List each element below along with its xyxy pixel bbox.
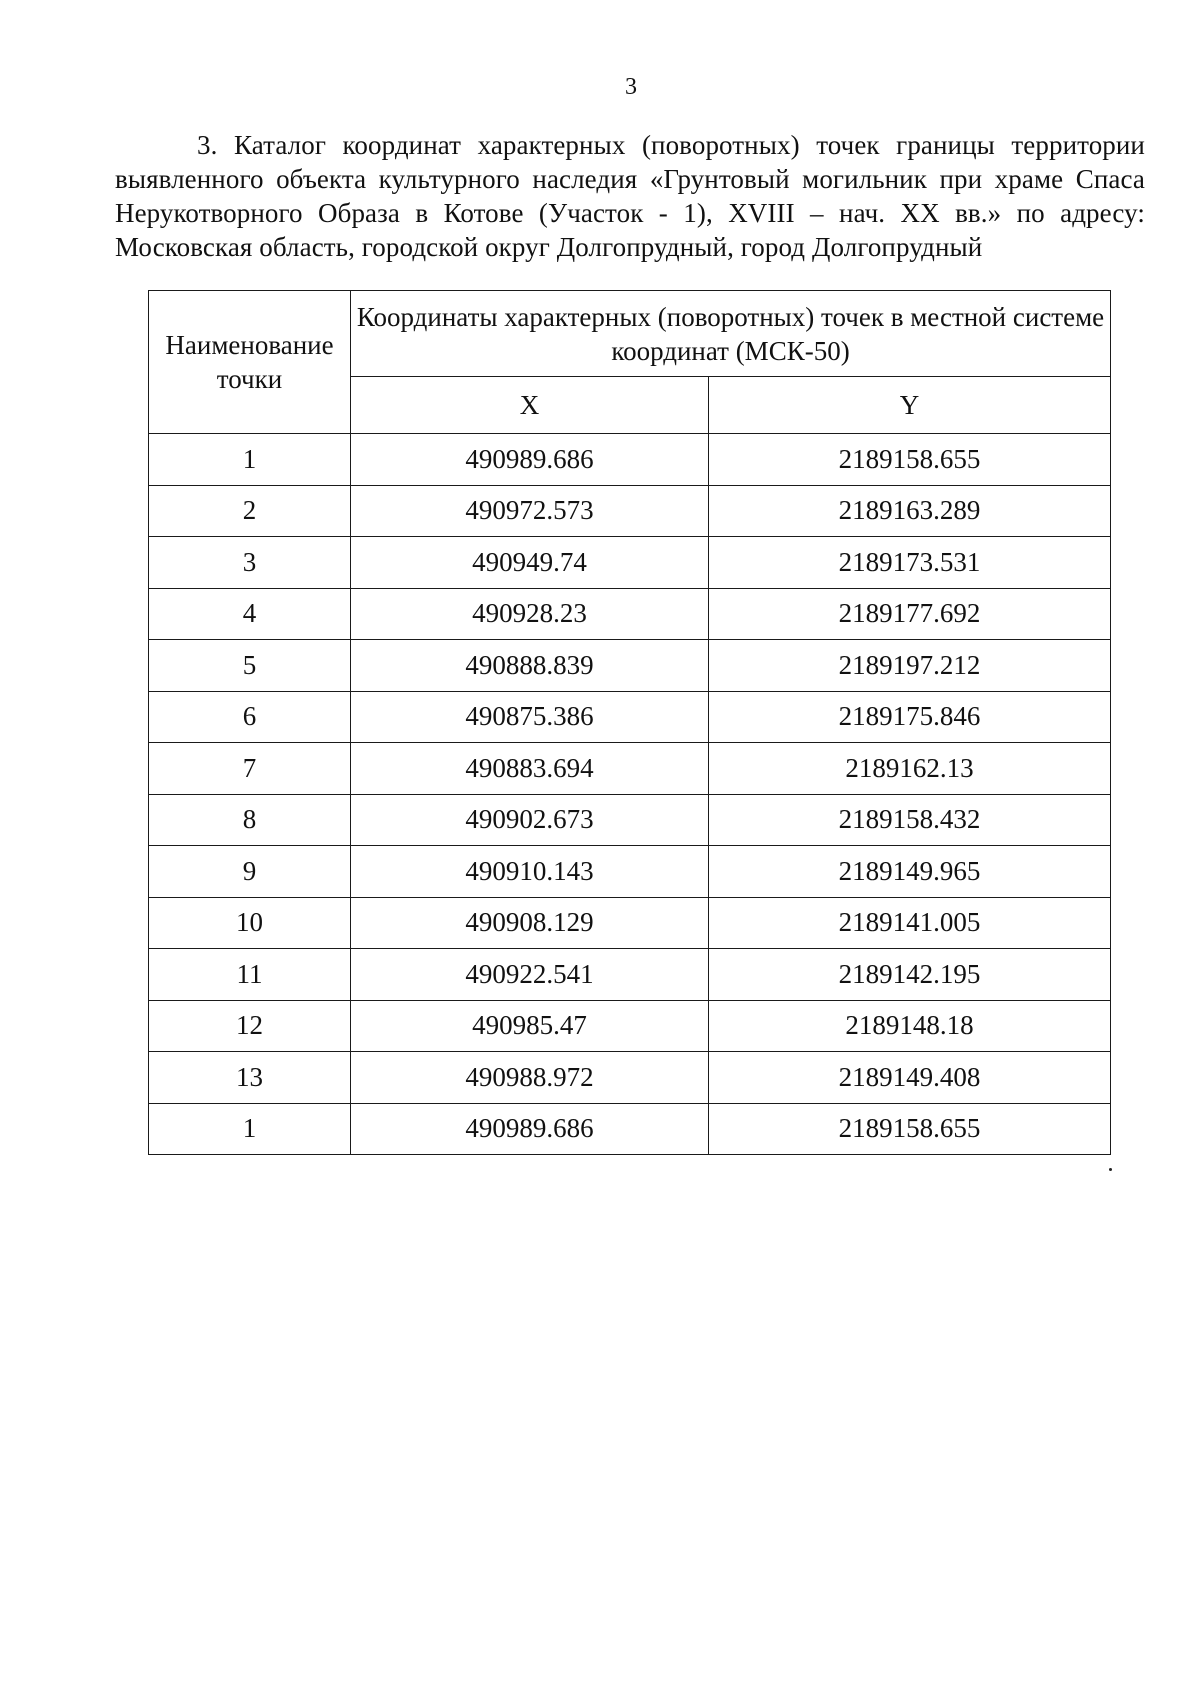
point-name-cell: 13 — [149, 1052, 351, 1104]
y-coordinate-cell: 2189149.965 — [709, 846, 1111, 898]
point-name-cell: 1 — [149, 1103, 351, 1155]
y-coordinate-cell: 2189158.655 — [709, 1103, 1111, 1155]
table-row — [149, 1000, 1111, 1052]
x-coordinate-cell: 490875.386 — [351, 691, 709, 743]
y-coordinate-cell: 2189148.18 — [709, 1000, 1111, 1052]
y-coordinate-cell: 2189177.692 — [709, 588, 1111, 640]
point-name-cell: 6 — [149, 691, 351, 743]
x-coordinate-cell: 490910.143 — [351, 846, 709, 898]
x-coordinate-cell: 490908.129 — [351, 897, 709, 949]
table-row — [149, 846, 1111, 898]
x-coordinate-cell: 490922.541 — [351, 949, 709, 1001]
y-coordinate-cell: 2189142.195 — [709, 949, 1111, 1001]
y-coordinate-cell: 2189163.289 — [709, 485, 1111, 537]
table-row — [149, 949, 1111, 1001]
point-name-cell: 1 — [149, 434, 351, 486]
coordinates-table — [148, 290, 1111, 1155]
y-coordinate-cell: 2189158.432 — [709, 794, 1111, 846]
header-point-name: Наименование точки — [149, 291, 351, 434]
x-coordinate-cell: 490888.839 — [351, 640, 709, 692]
y-coordinate-cell: 2189158.655 — [709, 434, 1111, 486]
point-name-cell: 9 — [149, 846, 351, 898]
table-row — [149, 897, 1111, 949]
point-name-cell: 12 — [149, 1000, 351, 1052]
point-name-cell: 10 — [149, 897, 351, 949]
y-coordinate-cell: 2189175.846 — [709, 691, 1111, 743]
y-coordinate-cell: 2189173.531 — [709, 537, 1111, 589]
x-coordinate-cell: 490989.686 — [351, 1103, 709, 1155]
x-coordinate-cell: 490985.47 — [351, 1000, 709, 1052]
page-number: 3 — [625, 74, 637, 100]
table-row — [149, 1103, 1111, 1155]
header-y: Y — [709, 377, 1111, 434]
table-row — [149, 1052, 1111, 1104]
y-coordinate-cell: 2189149.408 — [709, 1052, 1111, 1104]
x-coordinate-cell: 490902.673 — [351, 794, 709, 846]
point-name-cell: 4 — [149, 588, 351, 640]
y-coordinate-cell: 2189162.13 — [709, 743, 1111, 795]
header-x: X — [351, 377, 709, 434]
y-coordinate-cell: 2189197.212 — [709, 640, 1111, 692]
x-coordinate-cell: 490972.573 — [351, 485, 709, 537]
table-row — [149, 588, 1111, 640]
x-coordinate-cell: 490988.972 — [351, 1052, 709, 1104]
x-coordinate-cell: 490989.686 — [351, 434, 709, 486]
point-name-cell: 7 — [149, 743, 351, 795]
point-name-cell: 5 — [149, 640, 351, 692]
point-name-cell: 3 — [149, 537, 351, 589]
stray-dot — [1109, 1168, 1112, 1171]
table-row — [149, 691, 1111, 743]
table-row — [149, 485, 1111, 537]
table-row — [149, 743, 1111, 795]
table-row — [149, 537, 1111, 589]
point-name-cell: 11 — [149, 949, 351, 1001]
header-coordinates: Координаты характерных (поворотных) точек в местной системе координат (МСК-50) — [351, 291, 1111, 377]
point-name-cell: 8 — [149, 794, 351, 846]
y-coordinate-cell: 2189141.005 — [709, 897, 1111, 949]
x-coordinate-cell: 490949.74 — [351, 537, 709, 589]
table-row — [149, 640, 1111, 692]
section-heading: 3. Каталог координат характерных (поворотных) точек границы территории выявленного объекта культурного наследия «Грунтовый могильник при храме Спаса Нерукотворного Образа в Котове (Участок - 1), XVIII – нач. XX вв.» по адресу: Московская область, городской округ Долгопрудный, город Долгопрудный — [115, 130, 1145, 262]
table-row — [149, 434, 1111, 486]
x-coordinate-cell: 490928.23 — [351, 588, 709, 640]
point-name-cell: 2 — [149, 485, 351, 537]
x-coordinate-cell: 490883.694 — [351, 743, 709, 795]
table-row — [149, 794, 1111, 846]
